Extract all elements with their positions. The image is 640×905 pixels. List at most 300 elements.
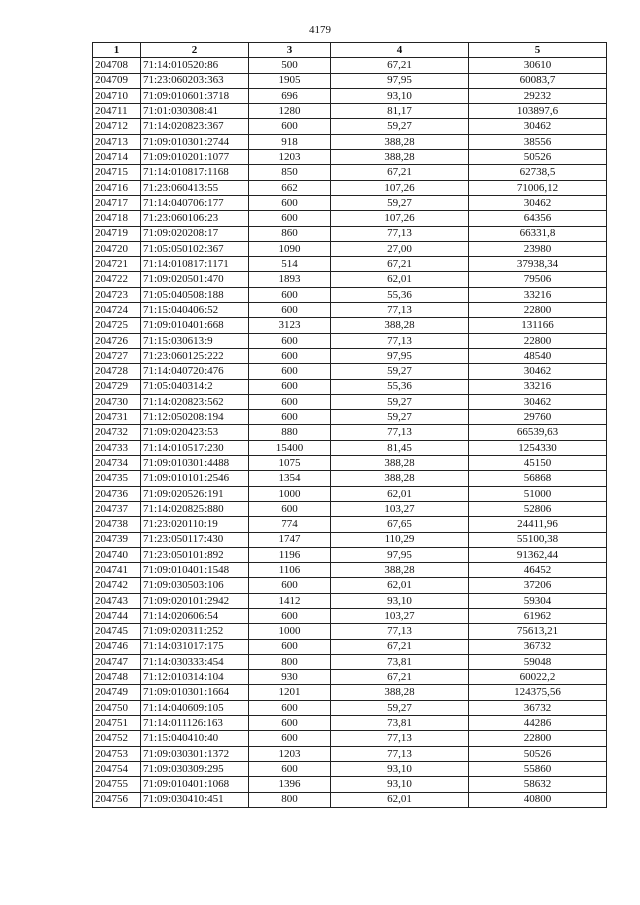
table-row xyxy=(93,241,607,256)
table-row xyxy=(93,471,607,486)
area-cell: 600 xyxy=(249,639,331,654)
table-row xyxy=(93,226,607,241)
cadastral-number-cell: 71:14:020823:367 xyxy=(141,119,249,134)
table-row xyxy=(93,88,607,103)
row-number-cell: 204724 xyxy=(93,303,141,318)
value-cell: 46452 xyxy=(469,563,607,578)
value-cell: 38556 xyxy=(469,134,607,149)
table-row xyxy=(93,716,607,731)
rate-cell: 77,13 xyxy=(331,746,469,761)
area-cell: 1203 xyxy=(249,150,331,165)
cadastral-number-cell: 71:14:020825:880 xyxy=(141,501,249,516)
rate-cell: 55,36 xyxy=(331,287,469,302)
value-cell: 44286 xyxy=(469,716,607,731)
value-cell: 48540 xyxy=(469,348,607,363)
table-row xyxy=(93,318,607,333)
value-cell: 59048 xyxy=(469,654,607,669)
area-cell: 600 xyxy=(249,394,331,409)
rate-cell: 93,10 xyxy=(331,761,469,776)
value-cell: 24411,96 xyxy=(469,517,607,532)
cadastral-number-cell: 71:14:020823:562 xyxy=(141,394,249,409)
area-cell: 1196 xyxy=(249,547,331,562)
value-cell: 1254330 xyxy=(469,440,607,455)
area-cell: 600 xyxy=(249,303,331,318)
area-cell: 500 xyxy=(249,58,331,73)
area-cell: 600 xyxy=(249,364,331,379)
rate-cell: 388,28 xyxy=(331,563,469,578)
row-number-cell: 204708 xyxy=(93,58,141,73)
cadastral-number-cell: 71:09:020311:252 xyxy=(141,624,249,639)
column-header-1: 1 xyxy=(93,43,141,58)
rate-cell: 67,21 xyxy=(331,670,469,685)
value-cell: 30462 xyxy=(469,394,607,409)
row-number-cell: 204728 xyxy=(93,364,141,379)
row-number-cell: 204743 xyxy=(93,593,141,608)
row-number-cell: 204738 xyxy=(93,517,141,532)
table-row xyxy=(93,134,607,149)
area-cell: 514 xyxy=(249,257,331,272)
cadastral-number-cell: 71:09:020101:2942 xyxy=(141,593,249,608)
rate-cell: 77,13 xyxy=(331,333,469,348)
cadastral-number-cell: 71:14:030333:454 xyxy=(141,654,249,669)
data-table xyxy=(92,42,607,808)
value-cell: 36732 xyxy=(469,700,607,715)
cadastral-number-cell: 71:23:060203:363 xyxy=(141,73,249,88)
value-cell: 61962 xyxy=(469,608,607,623)
area-cell: 600 xyxy=(249,716,331,731)
value-cell: 52806 xyxy=(469,501,607,516)
row-number-cell: 204713 xyxy=(93,134,141,149)
value-cell: 45150 xyxy=(469,456,607,471)
table-row xyxy=(93,394,607,409)
row-number-cell: 204736 xyxy=(93,486,141,501)
value-cell: 51000 xyxy=(469,486,607,501)
rate-cell: 93,10 xyxy=(331,777,469,792)
row-number-cell: 204753 xyxy=(93,746,141,761)
table-row xyxy=(93,639,607,654)
row-number-cell: 204725 xyxy=(93,318,141,333)
table-row xyxy=(93,211,607,226)
rate-cell: 67,21 xyxy=(331,639,469,654)
area-cell: 1201 xyxy=(249,685,331,700)
table-row xyxy=(93,608,607,623)
cadastral-number-cell: 71:09:010301:1664 xyxy=(141,685,249,700)
area-cell: 1354 xyxy=(249,471,331,486)
row-number-cell: 204740 xyxy=(93,547,141,562)
value-cell: 33216 xyxy=(469,379,607,394)
column-header-4: 4 xyxy=(331,43,469,58)
cadastral-number-cell: 71:23:020110:19 xyxy=(141,517,249,532)
rate-cell: 388,28 xyxy=(331,134,469,149)
value-cell: 22800 xyxy=(469,333,607,348)
table-row xyxy=(93,287,607,302)
cadastral-number-cell: 71:09:010101:2546 xyxy=(141,471,249,486)
cadastral-number-cell: 71:15:040410:40 xyxy=(141,731,249,746)
table-row xyxy=(93,761,607,776)
table-row xyxy=(93,272,607,287)
table-row xyxy=(93,578,607,593)
cadastral-number-cell: 71:14:040720:476 xyxy=(141,364,249,379)
row-number-cell: 204711 xyxy=(93,104,141,119)
area-cell: 1905 xyxy=(249,73,331,88)
cadastral-number-cell: 71:14:011126:163 xyxy=(141,716,249,731)
rate-cell: 388,28 xyxy=(331,456,469,471)
rate-cell: 62,01 xyxy=(331,272,469,287)
rate-cell: 388,28 xyxy=(331,471,469,486)
cadastral-number-cell: 71:09:020208:17 xyxy=(141,226,249,241)
rate-cell: 107,26 xyxy=(331,211,469,226)
table-row xyxy=(93,425,607,440)
cadastral-number-cell: 71:09:010301:4488 xyxy=(141,456,249,471)
value-cell: 91362,44 xyxy=(469,547,607,562)
header-row xyxy=(93,43,607,58)
value-cell: 71006,12 xyxy=(469,180,607,195)
rate-cell: 77,13 xyxy=(331,731,469,746)
cadastral-number-cell: 71:09:010601:3718 xyxy=(141,88,249,103)
table-row xyxy=(93,58,607,73)
area-cell: 850 xyxy=(249,165,331,180)
area-cell: 600 xyxy=(249,195,331,210)
cadastral-number-cell: 71:09:020423:53 xyxy=(141,425,249,440)
row-number-cell: 204746 xyxy=(93,639,141,654)
rate-cell: 67,21 xyxy=(331,257,469,272)
cadastral-number-cell: 71:09:010401:668 xyxy=(141,318,249,333)
area-cell: 1203 xyxy=(249,746,331,761)
area-cell: 600 xyxy=(249,608,331,623)
row-number-cell: 204747 xyxy=(93,654,141,669)
cadastral-number-cell: 71:14:040706:177 xyxy=(141,195,249,210)
rate-cell: 67,21 xyxy=(331,165,469,180)
area-cell: 800 xyxy=(249,792,331,807)
cadastral-number-cell: 71:01:030308:41 xyxy=(141,104,249,119)
row-number-cell: 204744 xyxy=(93,608,141,623)
table-row xyxy=(93,73,607,88)
table-row xyxy=(93,165,607,180)
area-cell: 1412 xyxy=(249,593,331,608)
area-cell: 918 xyxy=(249,134,331,149)
area-cell: 1000 xyxy=(249,624,331,639)
area-cell: 600 xyxy=(249,379,331,394)
area-cell: 600 xyxy=(249,348,331,363)
area-cell: 3123 xyxy=(249,318,331,333)
value-cell: 62738,5 xyxy=(469,165,607,180)
table-row xyxy=(93,379,607,394)
value-cell: 30610 xyxy=(469,58,607,73)
cadastral-number-cell: 71:09:030309:295 xyxy=(141,761,249,776)
value-cell: 58632 xyxy=(469,777,607,792)
value-cell: 37938,34 xyxy=(469,257,607,272)
cadastral-number-cell: 71:23:050117:430 xyxy=(141,532,249,547)
row-number-cell: 204732 xyxy=(93,425,141,440)
row-number-cell: 204731 xyxy=(93,410,141,425)
cadastral-number-cell: 71:14:020606:54 xyxy=(141,608,249,623)
table-body xyxy=(93,58,607,808)
value-cell: 60022,2 xyxy=(469,670,607,685)
table-row xyxy=(93,150,607,165)
area-cell: 800 xyxy=(249,654,331,669)
table-row xyxy=(93,624,607,639)
row-number-cell: 204730 xyxy=(93,394,141,409)
rate-cell: 59,27 xyxy=(331,394,469,409)
area-cell: 15400 xyxy=(249,440,331,455)
table-row xyxy=(93,440,607,455)
cadastral-number-cell: 71:09:010201:1077 xyxy=(141,150,249,165)
value-cell: 75613,21 xyxy=(469,624,607,639)
rate-cell: 77,13 xyxy=(331,425,469,440)
rate-cell: 107,26 xyxy=(331,180,469,195)
rate-cell: 62,01 xyxy=(331,486,469,501)
area-cell: 600 xyxy=(249,731,331,746)
area-cell: 774 xyxy=(249,517,331,532)
value-cell: 55860 xyxy=(469,761,607,776)
row-number-cell: 204751 xyxy=(93,716,141,731)
cadastral-number-cell: 71:09:020501:470 xyxy=(141,272,249,287)
cadastral-number-cell: 71:23:060413:55 xyxy=(141,180,249,195)
value-cell: 33216 xyxy=(469,287,607,302)
cadastral-number-cell: 71:09:030410:451 xyxy=(141,792,249,807)
rate-cell: 59,27 xyxy=(331,119,469,134)
rate-cell: 67,21 xyxy=(331,58,469,73)
rate-cell: 97,95 xyxy=(331,547,469,562)
column-header-5: 5 xyxy=(469,43,607,58)
area-cell: 600 xyxy=(249,211,331,226)
cadastral-number-cell: 71:15:040406:52 xyxy=(141,303,249,318)
row-number-cell: 204715 xyxy=(93,165,141,180)
value-cell: 36732 xyxy=(469,639,607,654)
value-cell: 23980 xyxy=(469,241,607,256)
rate-cell: 59,27 xyxy=(331,700,469,715)
table-row xyxy=(93,486,607,501)
rate-cell: 27,00 xyxy=(331,241,469,256)
rate-cell: 110,29 xyxy=(331,532,469,547)
value-cell: 30462 xyxy=(469,364,607,379)
page-number: 4179 xyxy=(309,24,331,36)
row-number-cell: 204709 xyxy=(93,73,141,88)
row-number-cell: 204714 xyxy=(93,150,141,165)
area-cell: 696 xyxy=(249,88,331,103)
area-cell: 1396 xyxy=(249,777,331,792)
cadastral-number-cell: 71:14:040609:105 xyxy=(141,700,249,715)
table-row xyxy=(93,700,607,715)
cadastral-number-cell: 71:23:060106:23 xyxy=(141,211,249,226)
value-cell: 22800 xyxy=(469,303,607,318)
row-number-cell: 204727 xyxy=(93,348,141,363)
value-cell: 60083,7 xyxy=(469,73,607,88)
area-cell: 600 xyxy=(249,501,331,516)
value-cell: 79506 xyxy=(469,272,607,287)
area-cell: 1000 xyxy=(249,486,331,501)
value-cell: 66539,63 xyxy=(469,425,607,440)
cadastral-number-cell: 71:14:010520:86 xyxy=(141,58,249,73)
cadastral-number-cell: 71:14:010517:230 xyxy=(141,440,249,455)
cadastral-number-cell: 71:09:010301:2744 xyxy=(141,134,249,149)
rate-cell: 73,81 xyxy=(331,654,469,669)
table-row xyxy=(93,333,607,348)
cadastral-number-cell: 71:09:010401:1068 xyxy=(141,777,249,792)
row-number-cell: 204752 xyxy=(93,731,141,746)
area-cell: 1893 xyxy=(249,272,331,287)
row-number-cell: 204748 xyxy=(93,670,141,685)
area-cell: 1075 xyxy=(249,456,331,471)
row-number-cell: 204745 xyxy=(93,624,141,639)
table-row xyxy=(93,257,607,272)
table-row xyxy=(93,777,607,792)
area-cell: 600 xyxy=(249,333,331,348)
rate-cell: 62,01 xyxy=(331,578,469,593)
table-row xyxy=(93,517,607,532)
row-number-cell: 204729 xyxy=(93,379,141,394)
rate-cell: 67,65 xyxy=(331,517,469,532)
rate-cell: 59,27 xyxy=(331,410,469,425)
value-cell: 50526 xyxy=(469,150,607,165)
table-row xyxy=(93,104,607,119)
cadastral-number-cell: 71:23:050101:892 xyxy=(141,547,249,562)
rate-cell: 103,27 xyxy=(331,608,469,623)
rate-cell: 55,36 xyxy=(331,379,469,394)
area-cell: 600 xyxy=(249,287,331,302)
value-cell: 37206 xyxy=(469,578,607,593)
value-cell: 30462 xyxy=(469,119,607,134)
rate-cell: 93,10 xyxy=(331,88,469,103)
row-number-cell: 204756 xyxy=(93,792,141,807)
table-row xyxy=(93,563,607,578)
value-cell: 56868 xyxy=(469,471,607,486)
value-cell: 64356 xyxy=(469,211,607,226)
value-cell: 50526 xyxy=(469,746,607,761)
rate-cell: 97,95 xyxy=(331,348,469,363)
rate-cell: 388,28 xyxy=(331,685,469,700)
cadastral-number-cell: 71:05:050102:367 xyxy=(141,241,249,256)
table-row xyxy=(93,195,607,210)
row-number-cell: 204735 xyxy=(93,471,141,486)
row-number-cell: 204719 xyxy=(93,226,141,241)
row-number-cell: 204722 xyxy=(93,272,141,287)
area-cell: 600 xyxy=(249,761,331,776)
value-cell: 55100,38 xyxy=(469,532,607,547)
rate-cell: 81,45 xyxy=(331,440,469,455)
cadastral-number-cell: 71:15:030613:9 xyxy=(141,333,249,348)
table-row xyxy=(93,348,607,363)
value-cell: 103897,6 xyxy=(469,104,607,119)
table-row xyxy=(93,410,607,425)
value-cell: 30462 xyxy=(469,195,607,210)
rate-cell: 93,10 xyxy=(331,593,469,608)
rate-cell: 73,81 xyxy=(331,716,469,731)
row-number-cell: 204749 xyxy=(93,685,141,700)
cadastral-number-cell: 71:09:010401:1548 xyxy=(141,563,249,578)
row-number-cell: 204721 xyxy=(93,257,141,272)
table-row xyxy=(93,364,607,379)
area-cell: 860 xyxy=(249,226,331,241)
row-number-cell: 204718 xyxy=(93,211,141,226)
table-row xyxy=(93,456,607,471)
table-row xyxy=(93,501,607,516)
rate-cell: 388,28 xyxy=(331,318,469,333)
value-cell: 131166 xyxy=(469,318,607,333)
column-header-3: 3 xyxy=(249,43,331,58)
table-row xyxy=(93,303,607,318)
area-cell: 662 xyxy=(249,180,331,195)
rate-cell: 59,27 xyxy=(331,195,469,210)
area-cell: 600 xyxy=(249,119,331,134)
rate-cell: 103,27 xyxy=(331,501,469,516)
cadastral-number-cell: 71:09:020526:191 xyxy=(141,486,249,501)
cadastral-number-cell: 71:09:030301:1372 xyxy=(141,746,249,761)
value-cell: 29232 xyxy=(469,88,607,103)
row-number-cell: 204742 xyxy=(93,578,141,593)
value-cell: 124375,56 xyxy=(469,685,607,700)
cadastral-number-cell: 71:05:040314:2 xyxy=(141,379,249,394)
table-row xyxy=(93,532,607,547)
table-row xyxy=(93,654,607,669)
row-number-cell: 204750 xyxy=(93,700,141,715)
cadastral-number-cell: 71:09:030503:106 xyxy=(141,578,249,593)
area-cell: 1106 xyxy=(249,563,331,578)
rate-cell: 77,13 xyxy=(331,303,469,318)
area-cell: 930 xyxy=(249,670,331,685)
cadastral-number-cell: 71:12:010314:104 xyxy=(141,670,249,685)
table-row xyxy=(93,180,607,195)
row-number-cell: 204717 xyxy=(93,195,141,210)
row-number-cell: 204712 xyxy=(93,119,141,134)
row-number-cell: 204710 xyxy=(93,88,141,103)
value-cell: 40800 xyxy=(469,792,607,807)
value-cell: 66331,8 xyxy=(469,226,607,241)
area-cell: 880 xyxy=(249,425,331,440)
rate-cell: 77,13 xyxy=(331,624,469,639)
row-number-cell: 204741 xyxy=(93,563,141,578)
value-cell: 29760 xyxy=(469,410,607,425)
rate-cell: 81,17 xyxy=(331,104,469,119)
row-number-cell: 204723 xyxy=(93,287,141,302)
area-cell: 1280 xyxy=(249,104,331,119)
row-number-cell: 204739 xyxy=(93,532,141,547)
row-number-cell: 204734 xyxy=(93,456,141,471)
column-header-2: 2 xyxy=(141,43,249,58)
rate-cell: 62,01 xyxy=(331,792,469,807)
area-cell: 600 xyxy=(249,410,331,425)
table-row xyxy=(93,119,607,134)
table-row xyxy=(93,593,607,608)
row-number-cell: 204733 xyxy=(93,440,141,455)
row-number-cell: 204720 xyxy=(93,241,141,256)
table-row xyxy=(93,731,607,746)
rate-cell: 59,27 xyxy=(331,364,469,379)
table-row xyxy=(93,746,607,761)
table-row xyxy=(93,792,607,807)
cadastral-number-cell: 71:05:040508:188 xyxy=(141,287,249,302)
area-cell: 1747 xyxy=(249,532,331,547)
rate-cell: 97,95 xyxy=(331,73,469,88)
value-cell: 59304 xyxy=(469,593,607,608)
table-row xyxy=(93,547,607,562)
row-number-cell: 204726 xyxy=(93,333,141,348)
rate-cell: 388,28 xyxy=(331,150,469,165)
cadastral-number-cell: 71:14:010817:1171 xyxy=(141,257,249,272)
table-row xyxy=(93,685,607,700)
cadastral-number-cell: 71:14:031017:175 xyxy=(141,639,249,654)
area-cell: 1090 xyxy=(249,241,331,256)
rate-cell: 77,13 xyxy=(331,226,469,241)
cadastral-number-cell: 71:23:060125:222 xyxy=(141,348,249,363)
row-number-cell: 204755 xyxy=(93,777,141,792)
cadastral-number-cell: 71:12:050208:194 xyxy=(141,410,249,425)
row-number-cell: 204716 xyxy=(93,180,141,195)
area-cell: 600 xyxy=(249,700,331,715)
value-cell: 22800 xyxy=(469,731,607,746)
row-number-cell: 204754 xyxy=(93,761,141,776)
cadastral-number-cell: 71:14:010817:1168 xyxy=(141,165,249,180)
